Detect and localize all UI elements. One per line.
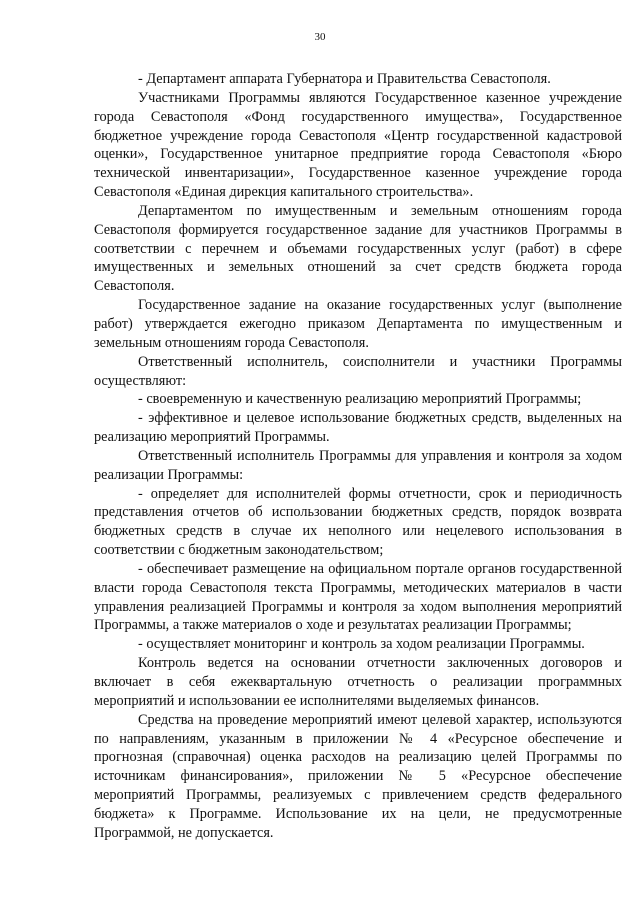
paragraph-funds-target-use: Средства на проведение мероприятий имеют целевой характер, используются по направлениям, указанным в приложении № 4 «Ресурсное обеспечение и прогнозная (справочная) оценка расходов на реализацию целей Программы по источникам финансирования», приложении № 5 «Ресурсное обеспечение мероприятий Программы, реализуемых с привлечением средств федерального бюджета» к Программе. Использование их на цели, не предусмотренные Программой, не допускается. [94,711,622,841]
paragraph-state-assignment-approval: Государственное задание на оказание государственных услуг (выполнение работ) утверждается ежегодно приказом Департамента по имущественным и земельным отношениям города Севастополя. [94,297,622,351]
list-item-portal-publication: - обеспечивает размещение на официальном портале органов государственной власти города Севастополя текста Программы, методических материалов в части управления реализацией Программы и контроля за ходом выполнения мероприятий Программы, а также материалов о ходе и результатах реализации Программы; [94,560,622,634]
document-body [94,70,622,843]
paragraph-department-apparatus: - Департамент аппарата Губернатора и Правительства Севастополя. [138,71,551,87]
list-item-timely-implementation: - своевременную и качественную реализацию мероприятий Программы; [138,391,582,408]
list-item-monitoring: - осуществляет мониторинг и контроль за ходом реализации Программы. [138,636,585,653]
paragraph-executors-responsibilities: Ответственный исполнитель, соисполнители и участники Программы осуществляют: [94,353,622,389]
page-number: 30 [314,31,326,43]
list-item-reporting-forms: - определяет для исполнителей формы отчетности, срок и периодичность представления отчетов об использовании бюджетных средств, порядок возврата бюджетных средств в случае их неполного или нецелевого использования в соответствии с бюджетным законодательством; [94,485,622,559]
paragraph-state-assignment-formation: Департаментом по имущественным и земельным отношениям города Севастополя формируется государственное задание для участников Программы в соответствии с перечнем и объемами государственных услуг (работ) в сфере имущественных и земельных отношений за счет средств бюджета города Севастополя. [94,202,622,295]
paragraph-control-basis: Контроль ведется на основании отчетности заключенных договоров и включает в себя ежеквартальную отчетность о реализации программных мероприятий и использовании ее исполнителями выделяемых финансов. [94,655,622,709]
list-item-effective-budget-use: - эффективное и целевое использование бюджетных средств, выделенных на реализацию мероприятий Программы. [94,410,622,446]
paragraph-responsible-executor-control: Ответственный исполнитель Программы для управления и контроля за ходом реализации Программы: [94,447,622,483]
paragraph-program-participants: Участниками Программы являются Государственное казенное учреждение города Севастополя «Фонд государственного имущества», Государственное бюджетное учреждение города Севастополя «Центр государственной кадастровой оценки», Государственное унитарное предприятие города Севастополя «Бюро технической инвентаризации», Государственное казенное учреждение города Севастополя «Единая дирекция капитального строительства». [94,89,622,201]
